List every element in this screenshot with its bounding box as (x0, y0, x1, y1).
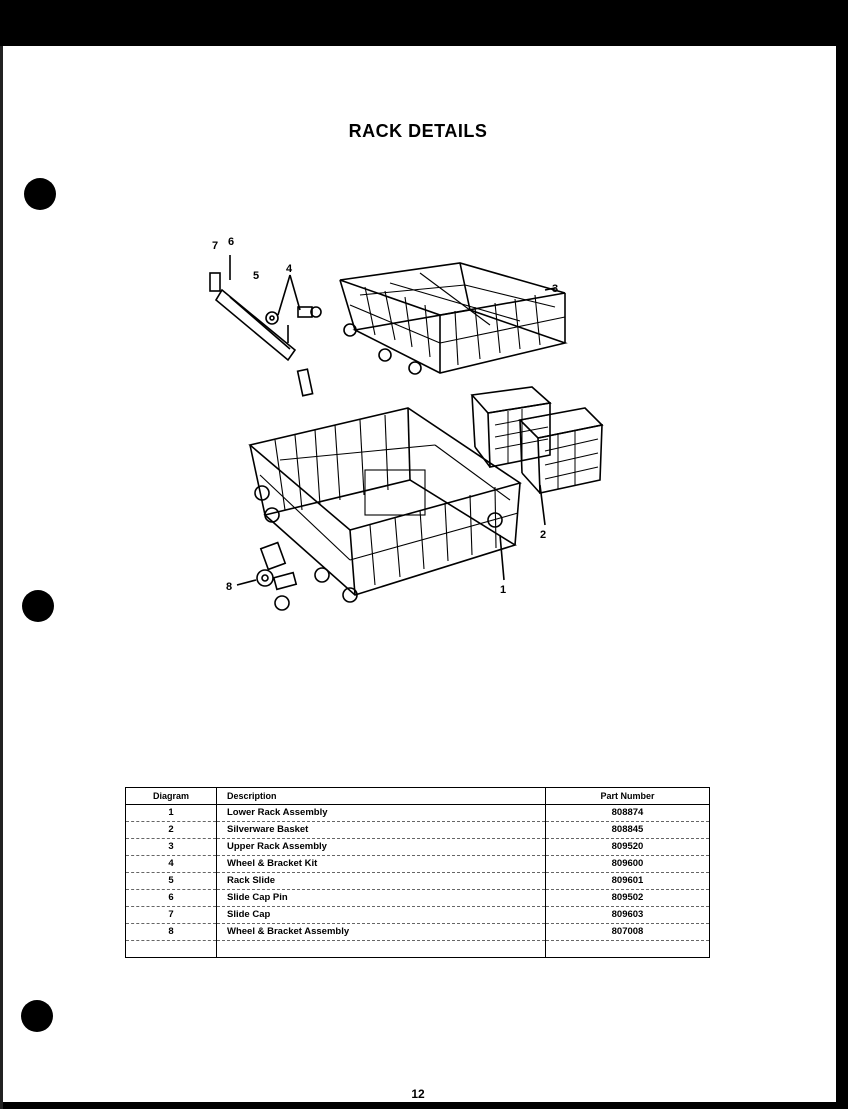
description-cell: Slide Cap Pin (217, 890, 546, 907)
diagram-cell: 3 (126, 839, 217, 856)
part-number-cell: 807008 (546, 924, 710, 941)
part-number-cell: 809520 (546, 839, 710, 856)
diagram-cell: 2 (126, 822, 217, 839)
part-number-cell (546, 941, 710, 958)
table-row-empty (126, 941, 710, 958)
page-title: RACK DETAILS (348, 121, 488, 141)
column-header-diagram: Diagram (126, 788, 217, 805)
diagram-cell: 7 (126, 907, 217, 924)
part-number-cell: 809601 (546, 873, 710, 890)
scan-top-border (0, 0, 848, 46)
rack-slide-drawing (210, 255, 321, 396)
table-row (126, 924, 710, 941)
description-cell: Lower Rack Assembly (217, 805, 546, 822)
wheel-bracket-drawing (237, 543, 296, 610)
callout-2: 2 (540, 529, 547, 541)
part-number-cell: 808874 (546, 805, 710, 822)
callout-3: 3 (552, 283, 559, 295)
callout-1: 1 (500, 584, 507, 596)
table-row (126, 839, 710, 856)
upper-rack-drawing (340, 263, 565, 374)
diagram-cell: 4 (126, 856, 217, 873)
table-row (126, 873, 710, 890)
description-cell: Rack Slide (217, 873, 546, 890)
diagram-cell (126, 941, 217, 958)
table-header-row (126, 788, 710, 805)
part-number-cell: 808845 (546, 822, 710, 839)
table-row (126, 805, 710, 822)
description-cell: Upper Rack Assembly (217, 839, 546, 856)
description-cell (217, 941, 546, 958)
diagram-cell: 6 (126, 890, 217, 907)
table-row (126, 890, 710, 907)
callout-4: 4 (286, 263, 293, 275)
callout-7: 7 (212, 240, 219, 252)
binder-hole-top (24, 178, 56, 210)
part-number-cell: 809502 (546, 890, 710, 907)
binder-hole-middle (22, 590, 54, 622)
binder-hole-bottom (21, 1000, 53, 1032)
table-row (126, 856, 710, 873)
rack-illustration (190, 225, 620, 615)
diagram-cell: 5 (126, 873, 217, 890)
page-number: 12 (411, 1087, 425, 1101)
silverware-basket-drawing (472, 387, 602, 493)
table-row (126, 822, 710, 839)
scan-left-border (0, 46, 3, 1109)
description-cell: Slide Cap (217, 907, 546, 924)
part-number-cell: 809600 (546, 856, 710, 873)
column-header-description: Description (217, 788, 546, 805)
table-row (126, 907, 710, 924)
part-number-cell: 809603 (546, 907, 710, 924)
callout-5: 5 (253, 270, 260, 282)
scan-right-border (836, 0, 848, 1109)
scan-bottom-border (0, 1102, 848, 1109)
diagram-cell: 1 (126, 805, 217, 822)
exploded-parts-diagram (190, 225, 620, 615)
callout-6: 6 (228, 236, 235, 248)
diagram-cell: 8 (126, 924, 217, 941)
parts-table (125, 787, 710, 958)
description-cell: Silverware Basket (217, 822, 546, 839)
description-cell: Wheel & Bracket Assembly (217, 924, 546, 941)
column-header-part-number: Part Number (546, 788, 710, 805)
description-cell: Wheel & Bracket Kit (217, 856, 546, 873)
callout-8: 8 (226, 581, 233, 593)
